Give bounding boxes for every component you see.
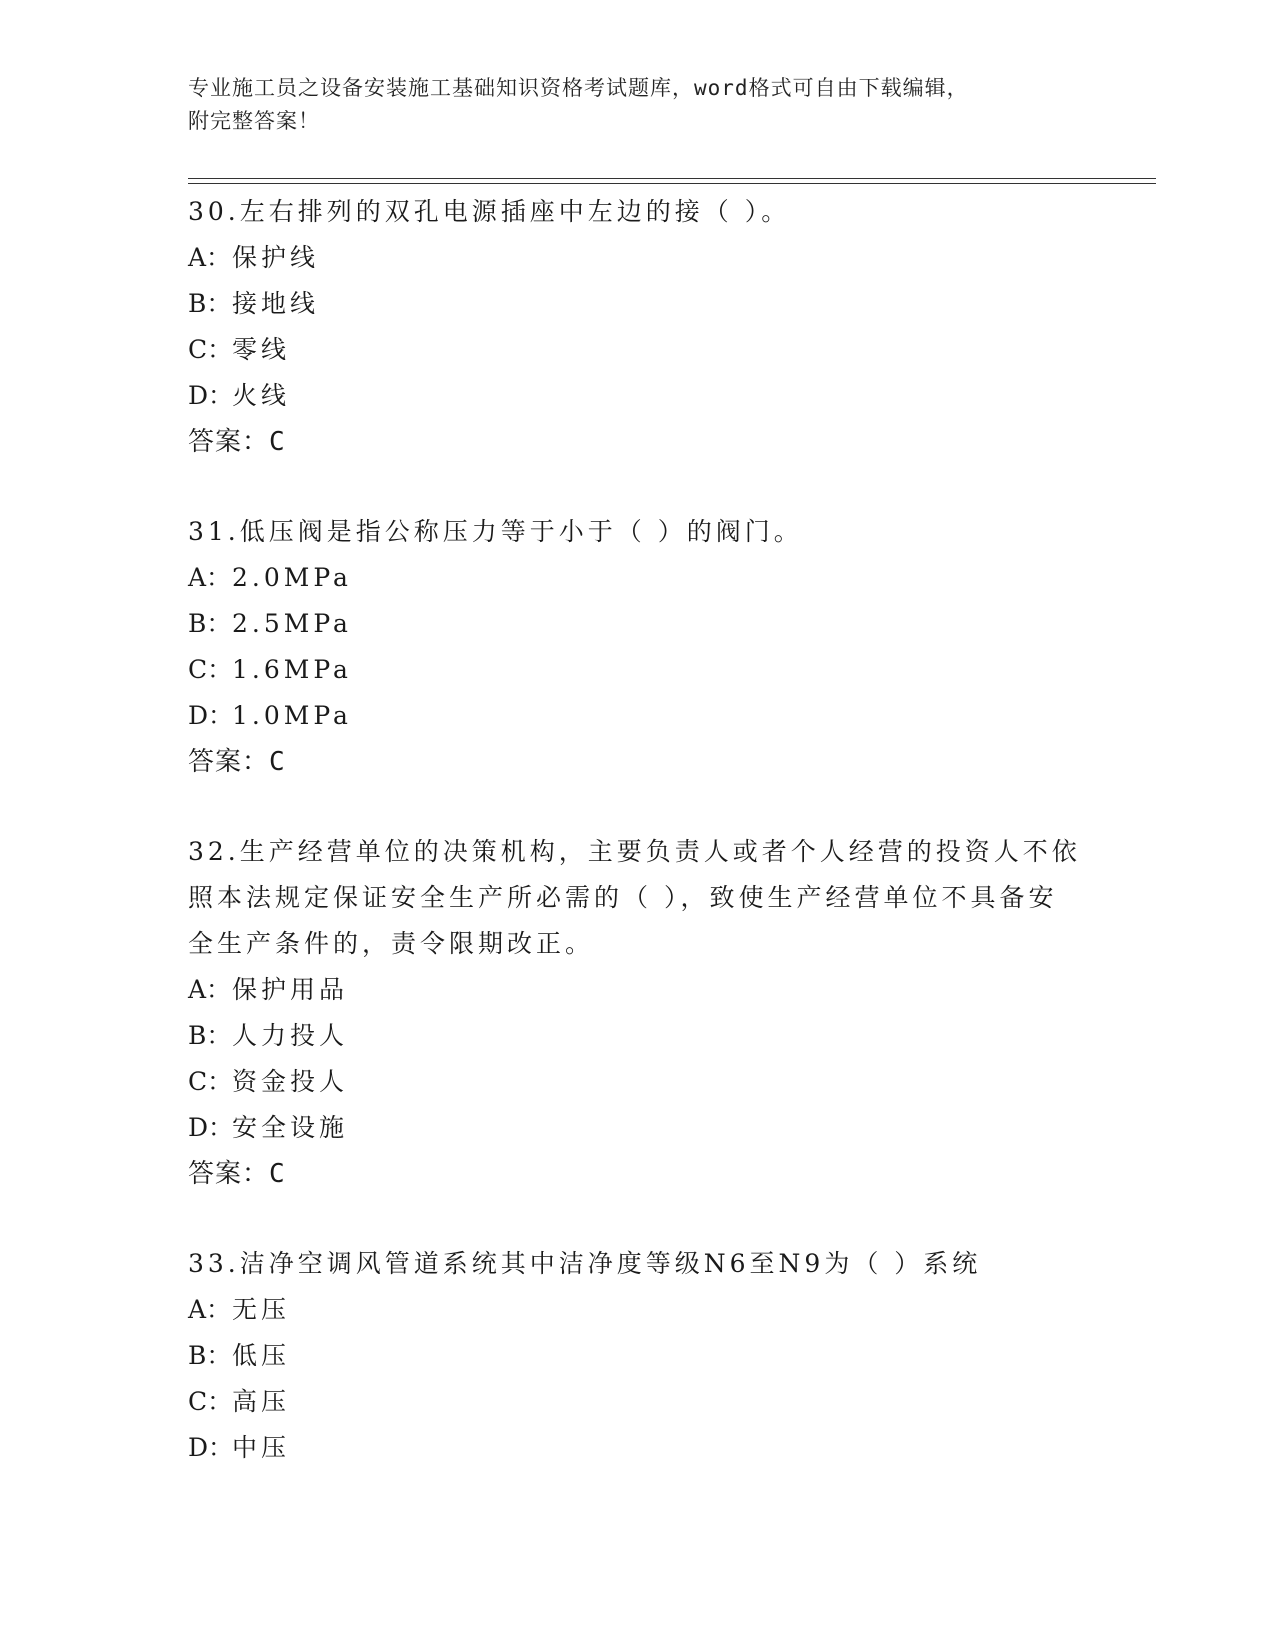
option-text: 保护线 [232, 243, 320, 272]
question-stem-line-2: 照本法规定保证安全生产所必需的（ ），致使生产经营单位不具备安 [188, 883, 1058, 912]
option-text: 1.0MPa [232, 701, 352, 730]
header-line-1: 专业施工员之设备安装施工基础知识资格考试题库，word格式可自由下载编辑， [188, 76, 969, 100]
answer-line: 答案：C [188, 1159, 286, 1189]
question-stem: 30.左右排列的双孔电源插座中左边的接（ ）。 [188, 197, 791, 226]
option-label: B： [188, 609, 232, 638]
option-text: 无压 [232, 1295, 291, 1324]
option-label: A： [188, 975, 232, 1004]
option-label: A： [188, 243, 232, 272]
option-label: D： [188, 1113, 234, 1142]
option-label: B： [188, 289, 232, 318]
option-text: 低压 [232, 1341, 291, 1370]
option-label: C： [188, 1067, 233, 1096]
answer-line: 答案：C [188, 747, 286, 777]
option-text: 接地线 [232, 289, 320, 318]
option-label: B： [188, 1341, 232, 1370]
option-label: C： [188, 655, 233, 684]
option-label: D： [188, 1433, 234, 1462]
question-stem-line-1: 32.生产经营单位的决策机构，主要负责人或者个人经营的投资人不依 [188, 837, 1081, 866]
option-c [188, 1379, 1088, 1425]
option-d [188, 693, 1088, 739]
question-32 [188, 829, 1088, 1197]
option-b [188, 601, 1088, 647]
question-spacer [188, 465, 1088, 509]
option-label: B： [188, 1021, 232, 1050]
option-label: C： [188, 335, 233, 364]
question-stem: 31.低压阀是指公称压力等于小于（ ）的阀门。 [188, 517, 803, 546]
answer-line: 答案：C [188, 427, 286, 457]
option-c [188, 1059, 1088, 1105]
option-c [188, 647, 1088, 693]
option-b [188, 281, 1088, 327]
option-text: 1.6MPa [232, 655, 352, 684]
question-31 [188, 509, 1088, 785]
header-divider-bottom [188, 183, 1156, 184]
option-a [188, 1287, 1088, 1333]
question-spacer [188, 785, 1088, 829]
option-text: 中压 [232, 1433, 291, 1462]
header-line-2: 附完整答案！ [188, 109, 320, 133]
option-text: 零线 [232, 335, 291, 364]
option-label: A： [188, 563, 232, 592]
option-text: 高压 [232, 1387, 291, 1416]
option-text: 资金投人 [232, 1067, 349, 1096]
option-label: D： [188, 701, 234, 730]
option-d [188, 373, 1088, 419]
option-text: 人力投人 [232, 1021, 349, 1050]
header-divider-top [188, 178, 1156, 179]
option-text: 2.5MPa [232, 609, 352, 638]
option-a [188, 967, 1088, 1013]
option-text: 火线 [232, 381, 291, 410]
question-stem-line-3: 全生产条件的，责令限期改正。 [188, 929, 595, 958]
question-spacer [188, 1197, 1088, 1241]
option-d [188, 1425, 1088, 1471]
question-33 [188, 1241, 1088, 1471]
option-label: D： [188, 381, 234, 410]
option-label: A： [188, 1295, 232, 1324]
option-b [188, 1333, 1088, 1379]
option-a [188, 555, 1088, 601]
question-30 [188, 189, 1088, 465]
option-c [188, 327, 1088, 373]
option-label: C： [188, 1387, 233, 1416]
option-d [188, 1105, 1088, 1151]
question-stem: 33.洁净空调风管道系统其中洁净度等级N6至N9为（ ）系统 [188, 1249, 982, 1278]
option-text: 2.0MPa [232, 563, 352, 592]
option-text: 安全设施 [232, 1113, 349, 1142]
option-b [188, 1013, 1088, 1059]
document-header [188, 72, 1068, 138]
option-text: 保护用品 [232, 975, 349, 1004]
question-list [188, 189, 1088, 1471]
option-a [188, 235, 1088, 281]
